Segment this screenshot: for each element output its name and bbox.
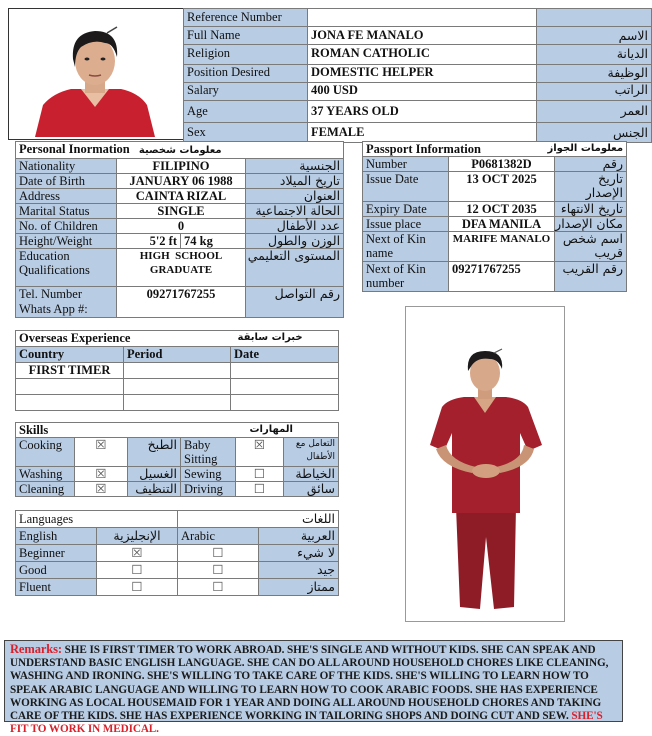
skill-cooking-arabic: الطبخ [128,438,181,467]
nationality-label: Nationality [16,159,117,174]
skill-cleaning-arabic: التنظيف [128,482,181,497]
skill-driving-checkbox[interactable]: ☐ [236,482,284,497]
education-arabic: المستوى التعليمي [246,249,344,287]
english-good-checkbox[interactable]: ☐ [97,562,178,579]
kin-name-arabic-line1: اسم شخص [562,231,624,246]
remarks-highlight: SHE'S FIT TO WORK IN MEDICAL. [10,710,603,736]
height-weight-arabic: الوزن والطول [246,234,344,249]
marital-status-value: SINGLE [117,204,246,219]
language-level-row [16,562,339,579]
skill-babysitting-arabic [284,438,339,467]
remarks-text: SHE IS FIRST TIMER TO WORK ABROAD. SHE'S SINGLE AND WITHOUT KIDS. SHE CAN SPEAK AND UNDERSTAND BASIC ENGLISH LANGUAGE. SHE CAN DO ALL AROUND HOUSEHOLD CHORES LIKE CLEANING, WASHING AND IRONING. SHE'S WILLING TO TAKE CARE OF THE KIDS. SHE'S WILLING TO LEARN HOW TO SPEAK ARABIC LANGUAGE AND WILLING TO LEARN HOW TO COOK ARABIC FOODS. SHE HAS EXPERIENCE WORKING AS LOCAL HOUSEMAID FOR 1 YEAR AND DOING ALL AROUND HOUSEHOLD CHORES AND TAKING CARE OF THE KIDS. SHE HAS EXPERIENCE WORKING IN TAILORING SHOPS AND DOING CUT AND SEW. [10,644,609,723]
kin-name-label-line1: Next of Kin [366,232,426,246]
skill-washing-checkbox[interactable]: ☒ [75,467,128,482]
skill-cleaning-checkbox[interactable]: ☒ [75,482,128,497]
overseas-country [16,379,124,395]
personal-row-dob [16,174,344,189]
overseas-header-row [16,347,339,363]
skill-driving-label: Driving [181,482,236,497]
skill-babysitting-label [181,438,236,467]
skills-title-row [16,423,339,438]
height-value: 5'2 ft [117,234,181,249]
skill-sewing-checkbox[interactable]: ☐ [236,467,284,482]
overseas-date [231,395,339,411]
address-value: CAINTA RIZAL [117,189,246,204]
children-label: No. of Children [16,219,117,234]
skill-babysitting-arabic-line1: التعامل مع [295,439,335,449]
passport-number-arabic: رقم [555,157,627,172]
full-name-label: Full Name [184,27,308,45]
religion-label: Religion [184,45,308,65]
skills-row [16,438,339,467]
arabic-arabic-label: العربية [259,528,339,545]
arabic-fluent-checkbox[interactable]: ☐ [178,579,259,596]
skill-babysitting-arabic-line2: الأطفال [306,452,335,462]
personal-title-arabic: معلومات شخصية [138,145,222,156]
kin-name-label-line2: name [366,246,394,260]
children-arabic: عدد الأطفال [246,219,344,234]
marital-status-arabic: الحالة الاجتماعية [246,204,344,219]
skill-babysitting-label-line2: Sitting [184,452,218,466]
full-body-photo [405,306,565,622]
level-good-arabic: جيد [259,562,339,579]
english-label: English [16,528,97,545]
kin-number-label-line2: number [366,276,405,290]
nationality-value: FILIPINO [117,159,246,174]
age-label: Age [184,101,308,123]
expiry-date-arabic: تاريخ الانتهاء [555,202,627,217]
overseas-country [16,395,124,411]
level-good-label: Good [16,562,97,579]
personal-row-tel [16,287,344,318]
expiry-date-value: 12 OCT 2035 [449,202,555,217]
kin-number-label-line1: Next of Kin [366,262,426,276]
tel-value: 09271767255 [117,287,246,318]
issue-date-arabic-line1: تاريخ [598,171,624,186]
passport-row-kin-name [363,232,627,262]
header-row-reference [184,9,652,27]
passport-row-issue-place [363,217,627,232]
tel-label-line1: Tel. Number [19,287,82,301]
overseas-col-date: Date [231,347,339,363]
education-value [117,249,246,287]
languages-title-arabic: اللغات [178,511,339,528]
passport-title [363,142,627,157]
skill-babysitting-checkbox[interactable]: ☒ [236,438,284,467]
skills-title [16,423,339,438]
address-arabic: العنوان [246,189,344,204]
level-beginner-arabic: لا شيء [259,545,339,562]
personal-row-nationality [16,159,344,174]
skill-cleaning-label: Cleaning [16,482,75,497]
position-desired-label: Position Desired [184,65,308,83]
salary-value: 400 USD [308,83,537,101]
header-row-full-name [184,27,652,45]
kin-number-label [363,262,449,292]
overseas-row [16,379,339,395]
personal-title-row [16,142,344,159]
skill-driving-arabic: سائق [284,482,339,497]
issue-date-arabic-line2: الإصدار [585,185,624,200]
skills-table [15,422,339,497]
dob-value: JANUARY 06 1988 [117,174,246,189]
salary-label: Salary [184,83,308,101]
overseas-row [16,395,339,411]
overseas-period [124,379,231,395]
kin-number-arabic: رقم القريب [555,262,627,292]
kin-name-arabic-line2: قريب [594,245,624,260]
passport-title-arabic: معلومات الجواز [547,143,624,154]
passport-number-label: Number [363,157,449,172]
marital-status-label: Marital Status [16,204,117,219]
education-label-line2: Qualifications [19,263,90,277]
full-name-arabic: الاسم [537,27,652,45]
header-row-religion [184,45,652,65]
level-beginner-label: Beginner [16,545,97,562]
overseas-title-row [16,331,339,347]
languages-header-row [16,528,339,545]
age-arabic: العمر [537,101,652,123]
header-row-age [184,101,652,123]
position-desired-arabic: الوظيفة [537,65,652,83]
kin-name-value: MARIFE MANALO [449,232,555,262]
personal-row-children [16,219,344,234]
language-level-row [16,545,339,562]
english-fluent-checkbox[interactable]: ☐ [97,579,178,596]
skill-washing-label: Washing [16,467,75,482]
education-value-line1: HIGH SCHOOL [139,250,223,262]
education-label [16,249,117,287]
tel-label [16,287,117,318]
level-fluent-label: Fluent [16,579,97,596]
height-weight-label: Height/Weight [16,234,117,249]
skills-title-text: Skills [19,423,49,437]
personal-row-address [16,189,344,204]
education-value-line2: GRADUATE [149,264,213,276]
portrait-photo-image [9,9,183,139]
skill-washing-arabic: الغسيل [128,467,181,482]
english-beginner-checkbox[interactable]: ☒ [97,545,178,562]
passport-row-expiry-date [363,202,627,217]
passport-title-row [363,142,627,157]
sex-label: Sex [184,123,308,143]
header-row-sex [184,123,652,143]
skill-sewing-arabic: الخياطة [284,467,339,482]
overseas-period [124,395,231,411]
skill-babysitting-label-line1: Baby [184,438,211,452]
full-name-value: JONA FE MANALO [308,27,537,45]
children-value: 0 [117,219,246,234]
full-body-photo-image [406,307,564,621]
issue-date-value: 13 OCT 2025 [449,172,555,202]
tel-label-line2: Whats App #: [19,302,88,316]
position-desired-value: DOMESTIC HELPER [308,65,537,83]
skill-sewing-label: Sewing [181,467,236,482]
passport-number-value: P0681382D [449,157,555,172]
level-fluent-arabic: ممتاز [259,579,339,596]
address-label: Address [16,189,117,204]
education-label-line1: Education [19,249,70,263]
kin-number-value: 09271767255 [449,262,555,292]
issue-place-value: DFA MANILA [449,217,555,232]
kin-name-label [363,232,449,262]
tel-arabic: رقم التواصل [246,287,344,318]
nationality-arabic: الجنسية [246,159,344,174]
overseas-country: FIRST TIMER [16,363,124,379]
dob-arabic: تاريخ الميلاد [246,174,344,189]
overseas-col-country: Country [16,347,124,363]
dob-label: Date of Birth [16,174,117,189]
age-value: 37 YEARS OLD [308,101,537,123]
arabic-label: Arabic [178,528,259,545]
passport-information-table [362,141,627,292]
religion-arabic: الديانة [537,45,652,65]
arabic-beginner-checkbox[interactable]: ☐ [178,545,259,562]
issue-date-arabic [555,172,627,202]
personal-title-text: Personal Inormation [19,142,130,156]
portrait-photo [9,9,183,139]
kin-name-arabic [555,232,627,262]
overseas-title-text: Overseas Experience [19,331,131,345]
overseas-title-arabic: خبرات سابقة [237,332,303,343]
personal-title [16,142,344,159]
skills-row [16,482,339,497]
passport-row-number [363,157,627,172]
remarks-label: Remarks: [10,642,62,656]
languages-title-row [16,511,339,528]
sex-value: FEMALE [308,123,537,143]
skills-row [16,467,339,482]
personal-information-table [15,141,344,318]
reference-number-label: Reference Number [184,9,308,27]
passport-row-issue-date [363,172,627,202]
remarks-box [4,640,623,736]
overseas-col-period: Period [124,347,231,363]
salary-arabic: الراتب [537,83,652,101]
reference-number-value [308,9,537,27]
header-table [183,8,652,143]
personal-row-education [16,249,344,287]
passport-title-text: Passport Information [366,142,481,156]
sex-arabic: الجنس [537,123,652,143]
weight-value: 74 kg [181,234,246,249]
header-row-salary [184,83,652,101]
overseas-experience-table [15,330,339,411]
overseas-period [124,363,231,379]
passport-row-kin-number [363,262,627,292]
skill-cooking-label: Cooking [16,438,75,467]
issue-place-label: Issue place [363,217,449,232]
languages-title: Languages [16,511,178,528]
skills-title-arabic: المهارات [249,424,293,435]
reference-number-arabic [537,9,652,27]
arabic-good-checkbox[interactable]: ☐ [178,562,259,579]
overseas-row [16,363,339,379]
language-level-row [16,579,339,596]
religion-value: ROMAN CATHOLIC [308,45,537,65]
overseas-title [16,331,339,347]
issue-place-arabic: مكان الإصدار [555,217,627,232]
personal-row-marital [16,204,344,219]
overseas-date [231,379,339,395]
expiry-date-label: Expiry Date [363,202,449,217]
skill-cooking-checkbox[interactable]: ☒ [75,438,128,467]
personal-row-height-weight [16,234,344,249]
languages-table [15,510,339,596]
english-arabic-label: الإنجليزية [97,528,178,545]
header-row-position [184,65,652,83]
issue-date-label: Issue Date [363,172,449,202]
overseas-date [231,363,339,379]
